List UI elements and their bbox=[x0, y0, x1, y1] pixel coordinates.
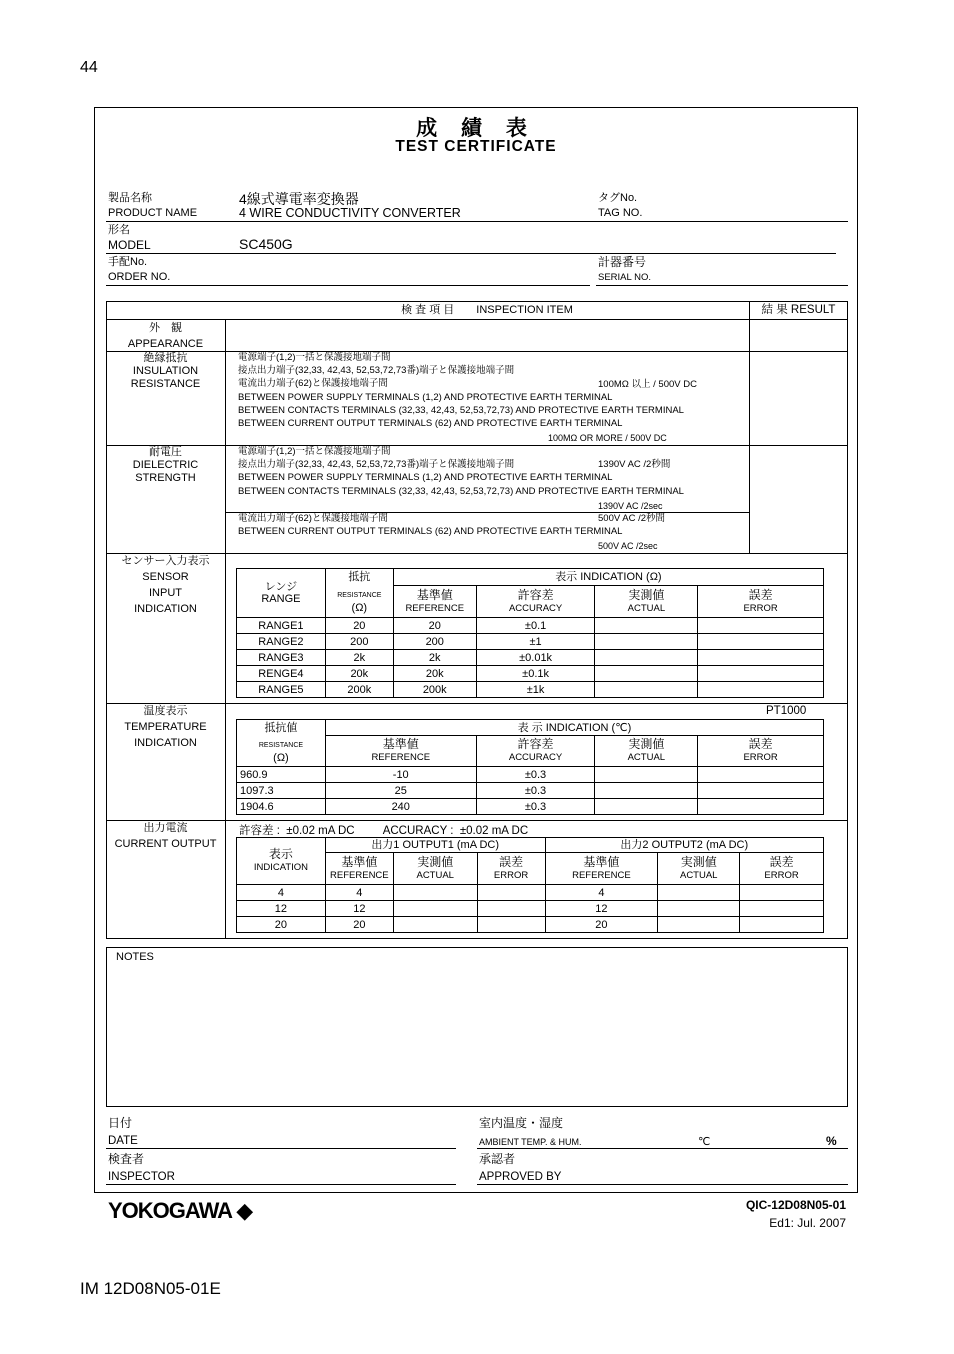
dielectric-line: 電流出力端子(62)と保護接地端子間 bbox=[238, 513, 388, 524]
page-number: 44 bbox=[80, 59, 98, 76]
table-row: 960.9 -10 ±0.3 bbox=[237, 767, 824, 783]
sensor-jp: センサー入力表示 bbox=[121, 555, 210, 567]
model-value: SC450G bbox=[239, 236, 293, 252]
degree-unit: ℃ bbox=[698, 1136, 711, 1148]
actual-cell[interactable] bbox=[595, 618, 698, 634]
ambient-label-jp: 室内温度・湿度 bbox=[479, 1116, 564, 1130]
sensor-err-header: 誤差 ERROR bbox=[698, 586, 824, 618]
dielectric-en2: STRENGTH bbox=[135, 472, 196, 484]
current-jp: 出力電流 bbox=[143, 822, 188, 834]
divider bbox=[749, 301, 750, 553]
table-row: 1904.6 240 ±0.3 bbox=[237, 799, 824, 815]
actual-cell[interactable] bbox=[595, 767, 698, 783]
result-header: 結 果 RESULT bbox=[761, 304, 836, 316]
error-cell[interactable] bbox=[698, 799, 824, 815]
approved-label-jp: 承認者 bbox=[479, 1152, 516, 1166]
temperature-table bbox=[236, 719, 824, 815]
sensor-res-header-jp: 抵抗 bbox=[325, 569, 393, 586]
actual-cell[interactable] bbox=[595, 682, 698, 698]
table-row: 4 4 4 bbox=[237, 885, 824, 901]
insulation-line: BETWEEN POWER SUPPLY TERMINALS (1,2) AND PROTECTIVE EARTH TERMINAL bbox=[238, 392, 613, 403]
divider bbox=[106, 1184, 456, 1185]
inspection-item-header: 検 査 項 目 INSPECTION ITEM bbox=[401, 304, 573, 316]
divider bbox=[596, 285, 848, 286]
table-row: RANGE3 2k 2k ±0.01k bbox=[237, 650, 824, 666]
notes-box[interactable] bbox=[106, 947, 848, 1107]
sensor-acc-header: 許容差 ACCURACY bbox=[476, 586, 595, 618]
actual-cell[interactable] bbox=[393, 917, 477, 933]
temp-err-header: 誤差 ERROR bbox=[698, 736, 824, 767]
inspector-label-jp: 検査者 bbox=[108, 1152, 145, 1166]
dielectric-line: BETWEEN CURRENT OUTPUT TERMINALS (62) AND PROTECTIVE EARTH TERMINAL bbox=[238, 526, 623, 537]
title-jp: 成 績 表 bbox=[416, 117, 536, 140]
temp-ref-header: 基準値 REFERENCE bbox=[325, 736, 476, 767]
product-label-en: PRODUCT NAME bbox=[108, 207, 198, 219]
tag-label-jp: タグNo. bbox=[598, 192, 638, 204]
table-row: RANGE1 20 20 ±0.1 bbox=[237, 618, 824, 634]
divider bbox=[106, 253, 836, 254]
temp-act-header: 実測値 ACTUAL bbox=[595, 736, 698, 767]
sensor-ref-header: 基準値 REFERENCE bbox=[393, 586, 476, 618]
model-label-en: MODEL bbox=[108, 238, 151, 252]
error-cell[interactable] bbox=[477, 901, 545, 917]
serial-label-jp: 計器番号 bbox=[598, 255, 647, 269]
temp-acc-header: 許容差 ACCURACY bbox=[476, 736, 595, 767]
date-label-en: DATE bbox=[108, 1135, 138, 1147]
document-footer: IM 12D08N05-01E bbox=[80, 1279, 221, 1298]
output2-header: 出力2 OUTPUT2 (mA DC) bbox=[545, 838, 823, 853]
insulation-jp: 絶縁抵抗 bbox=[143, 352, 188, 364]
dielectric-spec: 500V AC /2秒間 bbox=[598, 513, 666, 524]
product-value-jp: 4線式導電率変換器 bbox=[239, 191, 359, 207]
dielectric-line: 接点出力端子(32,33, 42,43, 52,53,72,73番)端子と保護接地端子間 bbox=[238, 459, 515, 470]
dielectric-spec: 1390V AC /2秒間 bbox=[598, 459, 671, 470]
error-cell[interactable] bbox=[698, 682, 824, 698]
actual-cell[interactable] bbox=[595, 666, 698, 682]
percent-unit: % bbox=[826, 1134, 837, 1148]
table-row: RENGE4 20k 20k ±0.1k bbox=[237, 666, 824, 682]
insulation-line: 接点出力端子(32,33, 42,43, 52,53,72,73番)端子と保護接地端子間 bbox=[238, 365, 515, 376]
dielectric-en1: DIELECTRIC bbox=[132, 459, 199, 471]
divider bbox=[477, 1148, 848, 1149]
error-cell[interactable] bbox=[477, 917, 545, 933]
temperature-jp: 温度表示 bbox=[143, 705, 188, 717]
appearance-jp: 外 観 bbox=[149, 322, 182, 334]
error-cell[interactable] bbox=[477, 885, 545, 901]
insulation-line: 電流出力端子(62)と保護接地端子間 bbox=[238, 378, 388, 389]
divider bbox=[106, 553, 848, 554]
dielectric-jp: 耐電圧 bbox=[149, 446, 182, 458]
edition: Ed1: Jul. 2007 bbox=[769, 1216, 846, 1230]
error-cell[interactable] bbox=[740, 885, 824, 901]
document-code: QIC-12D08N05-01 bbox=[745, 1198, 846, 1212]
current-output-table bbox=[236, 837, 824, 933]
date-label-jp: 日付 bbox=[108, 1116, 133, 1130]
actual-cell[interactable] bbox=[393, 885, 477, 901]
approved-label-en: APPROVED BY bbox=[479, 1171, 562, 1183]
error-cell[interactable] bbox=[698, 650, 824, 666]
divider bbox=[106, 285, 590, 286]
model-label-jp: 形名 bbox=[108, 224, 130, 236]
temperature-en2: INDICATION bbox=[134, 737, 197, 749]
temp-res-header-jp: 抵抗値 bbox=[237, 720, 326, 736]
current-accuracy: 許容差 : ±0.02 mA DC ACCURACY : ±0.02 mA DC bbox=[239, 825, 529, 837]
insulation-spec: 100MΩ OR MORE / 500V DC bbox=[548, 433, 667, 443]
actual-cell[interactable] bbox=[595, 799, 698, 815]
out2-ref-header: 基準値 REFERENCE bbox=[545, 853, 658, 885]
actual-cell[interactable] bbox=[658, 885, 740, 901]
divider bbox=[106, 221, 848, 222]
insulation-line: BETWEEN CURRENT OUTPUT TERMINALS (62) AND PROTECTIVE EARTH TERMINAL bbox=[238, 418, 623, 429]
divider bbox=[106, 820, 848, 821]
sensor-range-header: レンジ RANGE bbox=[237, 569, 326, 618]
divider bbox=[106, 1148, 456, 1149]
sensor-en3: INDICATION bbox=[134, 603, 197, 615]
insulation-line: 電源端子(1,2)一括と保護接地端子間 bbox=[238, 352, 391, 363]
title-en: TEST CERTIFICATE bbox=[395, 138, 557, 155]
out1-err-header: 誤差 ERROR bbox=[477, 853, 545, 885]
sensor-en1: SENSOR bbox=[142, 571, 189, 583]
out2-act-header: 実測値 ACTUAL bbox=[658, 853, 740, 885]
error-cell[interactable] bbox=[698, 666, 824, 682]
divider bbox=[106, 319, 848, 320]
actual-cell[interactable] bbox=[595, 634, 698, 650]
tag-label-en: TAG NO. bbox=[598, 207, 643, 219]
out2-err-header: 誤差 ERROR bbox=[740, 853, 824, 885]
actual-cell[interactable] bbox=[658, 917, 740, 933]
order-label-jp: 手配No. bbox=[108, 256, 148, 268]
insulation-en2: RESISTANCE bbox=[130, 378, 201, 390]
table-row: 12 12 12 bbox=[237, 901, 824, 917]
sensor-en2: INPUT bbox=[149, 587, 182, 599]
error-cell[interactable] bbox=[698, 634, 824, 650]
dielectric-spec: 500V AC /2sec bbox=[598, 541, 658, 551]
dielectric-line: BETWEEN POWER SUPPLY TERMINALS (1,2) AND PROTECTIVE EARTH TERMINAL bbox=[238, 472, 613, 483]
out1-ref-header: 基準値 REFERENCE bbox=[325, 853, 393, 885]
current-en: CURRENT OUTPUT bbox=[114, 838, 217, 850]
pt1000-label: PT1000 bbox=[766, 705, 807, 717]
yokogawa-logo: YOKOGAWA ◆ bbox=[108, 1198, 253, 1223]
serial-label-en: SERIAL NO. bbox=[598, 272, 651, 283]
error-cell[interactable] bbox=[740, 917, 824, 933]
insulation-spec: 100MΩ 以上 / 500V DC bbox=[598, 379, 697, 390]
out1-act-header: 実測値 ACTUAL bbox=[393, 853, 477, 885]
appearance-en: APPEARANCE bbox=[127, 338, 204, 350]
sensor-indication-header: 表示 INDICATION (Ω) bbox=[393, 569, 823, 586]
error-cell[interactable] bbox=[698, 783, 824, 799]
table-row: 20 20 20 bbox=[237, 917, 824, 933]
actual-cell[interactable] bbox=[595, 650, 698, 666]
dielectric-line: 電源端子(1,2)一括と保護接地端子間 bbox=[238, 446, 391, 457]
notes-label: NOTES bbox=[116, 951, 154, 963]
error-cell[interactable] bbox=[698, 618, 824, 634]
temp-indication-header: 表 示 INDICATION (℃) bbox=[325, 720, 823, 736]
divider bbox=[477, 1184, 848, 1185]
divider bbox=[106, 703, 848, 704]
ambient-label-en: AMBIENT TEMP. & HUM. bbox=[479, 1137, 582, 1147]
dielectric-spec: 1390V AC /2sec bbox=[598, 501, 663, 511]
divider bbox=[225, 319, 226, 939]
output1-header: 出力1 OUTPUT1 (mA DC) bbox=[325, 838, 545, 853]
table-row: RANGE5 200k 200k ±1k bbox=[237, 682, 824, 698]
table-row: RANGE2 200 200 ±1 bbox=[237, 634, 824, 650]
order-label-en: ORDER NO. bbox=[108, 271, 171, 283]
product-label-jp: 製品名称 bbox=[108, 192, 152, 204]
inspector-label-en: INSPECTOR bbox=[108, 1171, 175, 1183]
dielectric-line: BETWEEN CONTACTS TERMINALS (32,33, 42,43, 52,53,72,73) AND PROTECTIVE EARTH TERMINAL bbox=[238, 486, 684, 497]
current-ind-header: 表示 INDICATION bbox=[237, 838, 326, 885]
error-cell[interactable] bbox=[698, 767, 824, 783]
actual-cell[interactable] bbox=[393, 901, 477, 917]
sensor-table bbox=[236, 568, 824, 698]
table-row: 1097.3 25 ±0.3 bbox=[237, 783, 824, 799]
insulation-en1: INSULATION bbox=[132, 365, 199, 377]
temp-res-header: RESISTANCE (Ω) bbox=[237, 736, 326, 767]
error-cell[interactable] bbox=[740, 901, 824, 917]
product-value-en: 4 WIRE CONDUCTIVITY CONVERTER bbox=[239, 206, 461, 220]
actual-cell[interactable] bbox=[595, 783, 698, 799]
insulation-line: BETWEEN CONTACTS TERMINALS (32,33, 42,43, 52,53,72,73) AND PROTECTIVE EARTH TERMINAL bbox=[238, 405, 684, 416]
temperature-en1: TEMPERATURE bbox=[124, 721, 207, 733]
sensor-act-header: 実測値 ACTUAL bbox=[595, 586, 698, 618]
actual-cell[interactable] bbox=[658, 901, 740, 917]
sensor-res-header: RESISTANCE (Ω) bbox=[325, 586, 393, 618]
